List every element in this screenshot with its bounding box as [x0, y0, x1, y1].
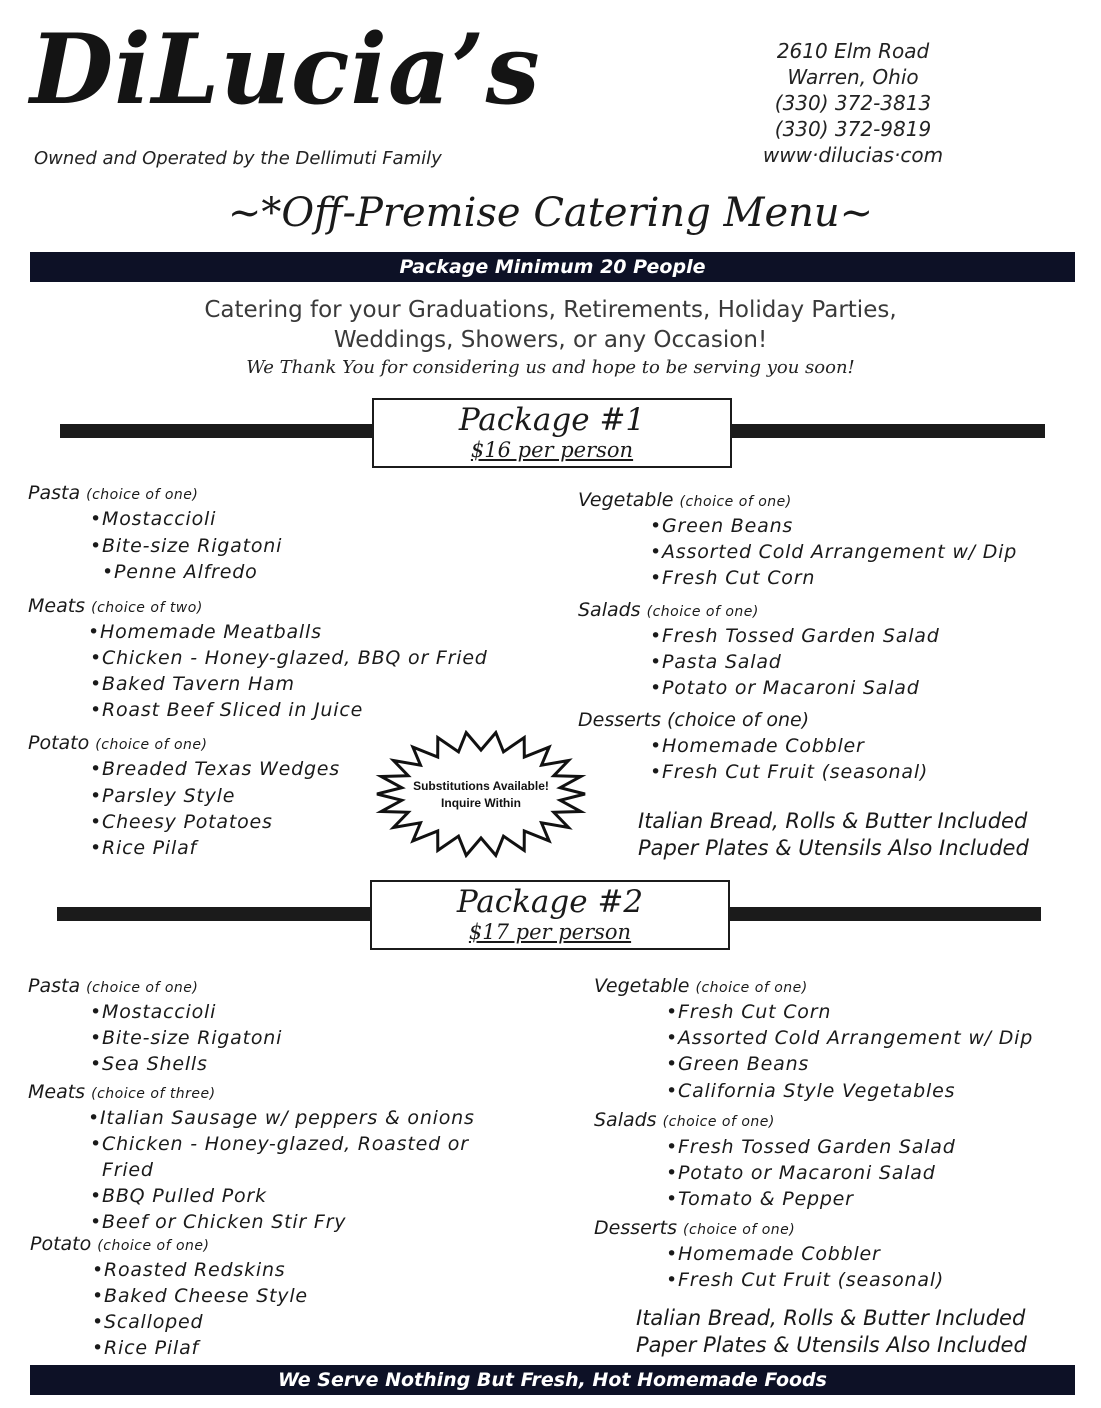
- thank-you-text: We Thank You for considering us and hope to be serving you soon!: [246, 357, 855, 378]
- p2-pasta-item: •Bite-size Rigatoni: [90, 1027, 283, 1049]
- p2-potato-item: •Baked Cheese Style: [92, 1285, 308, 1307]
- p1-salads-label: Salads: [578, 599, 641, 621]
- p1-meats-label: Meats: [28, 595, 86, 617]
- footer-banner: We Serve Nothing But Fresh, Hot Homemade Foods: [30, 1365, 1075, 1395]
- p1-included-line: Paper Plates & Utensils Also Included: [638, 836, 1029, 860]
- p2-vegetable-label: Vegetable: [594, 975, 690, 997]
- p2-desserts-item: •Homemade Cobbler: [666, 1243, 881, 1265]
- p1-salads-item: •Pasta Salad: [650, 651, 782, 673]
- p2-potato-note: (choice of one): [97, 1238, 210, 1254]
- p1-salads-item: •Potato or Macaroni Salad: [650, 677, 920, 699]
- badge-line-2: Inquire Within: [441, 796, 521, 810]
- p2-included-note: [636, 1305, 1027, 1359]
- package-minimum-banner: Package Minimum 20 People: [30, 252, 1075, 282]
- badge-line-1: Substitutions Available!: [413, 779, 549, 793]
- p2-meats-item: •Italian Sausage w/ peppers & onions: [88, 1107, 475, 1129]
- p2-potato-item: •Scalloped: [92, 1311, 204, 1333]
- p1-meats-heading: [28, 595, 203, 617]
- p1-meats-item: •Roast Beef Sliced in Juice: [90, 699, 364, 721]
- website-link[interactable]: www·dilucias·com: [762, 143, 944, 167]
- p1-potato-item: •Breaded Texas Wedges: [90, 758, 340, 780]
- p1-potato-item: •Parsley Style: [90, 785, 236, 807]
- p1-salads-note: (choice of one): [646, 604, 759, 620]
- p2-salads-note: (choice of one): [662, 1114, 775, 1130]
- p2-meats-item: •Chicken - Honey-glazed, Roasted or: [90, 1133, 469, 1155]
- p2-vegetable-item: •Green Beans: [666, 1053, 810, 1075]
- p1-vegetable-note: (choice of one): [679, 494, 792, 510]
- street-address: 2610 Elm Road: [776, 39, 930, 63]
- package-2-header: [370, 880, 730, 950]
- menu-title: ~*Off-Premise Catering Menu~: [227, 190, 874, 236]
- p2-potato-item: •Roasted Redskins: [92, 1259, 286, 1281]
- p1-potato-label: Potato: [28, 732, 90, 754]
- p1-pasta-item: •Bite-size Rigatoni: [90, 535, 283, 557]
- intro-line-2: Weddings, Showers, or any Occasion!: [333, 327, 768, 353]
- p2-meats-item: •Beef or Chicken Stir Fry: [90, 1211, 347, 1233]
- p2-desserts-note: (choice of one): [683, 1222, 796, 1238]
- p1-potato-item: •Cheesy Potatoes: [90, 811, 273, 833]
- p1-potato-item: •Rice Pilaf: [90, 837, 198, 859]
- p1-pasta-note: (choice of one): [86, 487, 199, 503]
- p2-vegetable-heading: [594, 975, 808, 997]
- p2-desserts-label: Desserts: [594, 1217, 677, 1239]
- p1-meats-item: •Baked Tavern Ham: [90, 673, 295, 695]
- p1-desserts-item: •Homemade Cobbler: [650, 735, 865, 757]
- p1-pasta-heading: [28, 482, 198, 504]
- p1-vegetable-item: •Assorted Cold Arrangement w/ Dip: [650, 541, 1018, 563]
- p2-pasta-heading: [28, 975, 198, 997]
- package-1-price: $16 per person: [470, 438, 634, 462]
- p2-meats-label: Meats: [28, 1081, 86, 1103]
- p1-meats-item: •Chicken - Honey-glazed, BBQ or Fried: [90, 647, 488, 669]
- p2-salads-item: •Tomato & Pepper: [666, 1188, 854, 1210]
- p2-salads-item: •Fresh Tossed Garden Salad: [666, 1136, 956, 1158]
- p2-pasta-note: (choice of one): [86, 980, 199, 996]
- p2-pasta-item: •Sea Shells: [90, 1053, 208, 1075]
- p1-vegetable-item: •Green Beans: [650, 515, 794, 537]
- p2-potato-heading: [30, 1233, 210, 1255]
- owner-tagline: Owned and Operated by the Dellimuti Family: [34, 148, 442, 169]
- intro-line-1: Catering for your Graduations, Retirements, Holiday Parties,: [204, 297, 897, 323]
- package-1-header: [372, 398, 732, 468]
- p2-included-line: Italian Bread, Rolls & Butter Included: [636, 1306, 1026, 1330]
- city-state: Warren, Ohio: [787, 65, 919, 89]
- p1-pasta-item: •Mostaccioli: [90, 508, 217, 530]
- phone-number-2[interactable]: (330) 372-9819: [774, 117, 932, 141]
- p2-vegetable-note: (choice of one): [695, 980, 808, 996]
- p2-vegetable-item: •Assorted Cold Arrangement w/ Dip: [666, 1027, 1034, 1049]
- p1-vegetable-heading: [578, 489, 792, 511]
- package-2-name: Package #2: [456, 884, 644, 920]
- p1-desserts-item: •Fresh Cut Fruit (seasonal): [650, 761, 929, 783]
- p2-meats-note: (choice of three): [91, 1086, 216, 1102]
- p1-vegetable-label: Vegetable: [578, 489, 674, 511]
- p2-potato-item: •Rice Pilaf: [92, 1337, 200, 1359]
- substitutions-badge-text: [405, 778, 557, 812]
- p2-salads-heading: [594, 1109, 775, 1131]
- p2-included-line: Paper Plates & Utensils Also Included: [636, 1333, 1027, 1357]
- p1-desserts-heading: Desserts (choice of one): [578, 709, 810, 731]
- p2-vegetable-item: •California Style Vegetables: [666, 1080, 956, 1102]
- package-2-price: $17 per person: [468, 920, 632, 944]
- p2-meats-item: Fried: [102, 1159, 154, 1181]
- p1-pasta-label: Pasta: [28, 482, 81, 504]
- package-1-name: Package #1: [458, 402, 646, 438]
- p1-included-note: [638, 808, 1029, 862]
- p1-salads-heading: [578, 599, 759, 621]
- phone-number-1[interactable]: (330) 372-3813: [774, 91, 932, 115]
- p2-vegetable-item: •Fresh Cut Corn: [666, 1001, 832, 1023]
- p2-pasta-label: Pasta: [28, 975, 81, 997]
- restaurant-logo: DiLucia’s: [30, 13, 541, 126]
- p1-included-line: Italian Bread, Rolls & Butter Included: [638, 809, 1028, 833]
- p1-salads-item: •Fresh Tossed Garden Salad: [650, 625, 940, 647]
- contact-block: [733, 38, 973, 168]
- p1-potato-note: (choice of one): [95, 737, 208, 753]
- intro-text: [0, 295, 1101, 355]
- p2-potato-label: Potato: [30, 1233, 92, 1255]
- p2-salads-item: •Potato or Macaroni Salad: [666, 1162, 936, 1184]
- p2-pasta-item: •Mostaccioli: [90, 1001, 217, 1023]
- p2-desserts-item: •Fresh Cut Fruit (seasonal): [666, 1269, 945, 1291]
- p1-pasta-item: •Penne Alfredo: [102, 561, 258, 583]
- p1-vegetable-item: •Fresh Cut Corn: [650, 567, 816, 589]
- p1-potato-heading: [28, 732, 208, 754]
- p2-desserts-heading: [594, 1217, 795, 1239]
- p2-meats-item: •BBQ Pulled Pork: [90, 1185, 267, 1207]
- p2-meats-heading: [28, 1081, 216, 1103]
- p1-meats-note: (choice of two): [91, 600, 203, 616]
- p2-salads-label: Salads: [594, 1109, 657, 1131]
- p1-meats-item: •Homemade Meatballs: [88, 621, 322, 643]
